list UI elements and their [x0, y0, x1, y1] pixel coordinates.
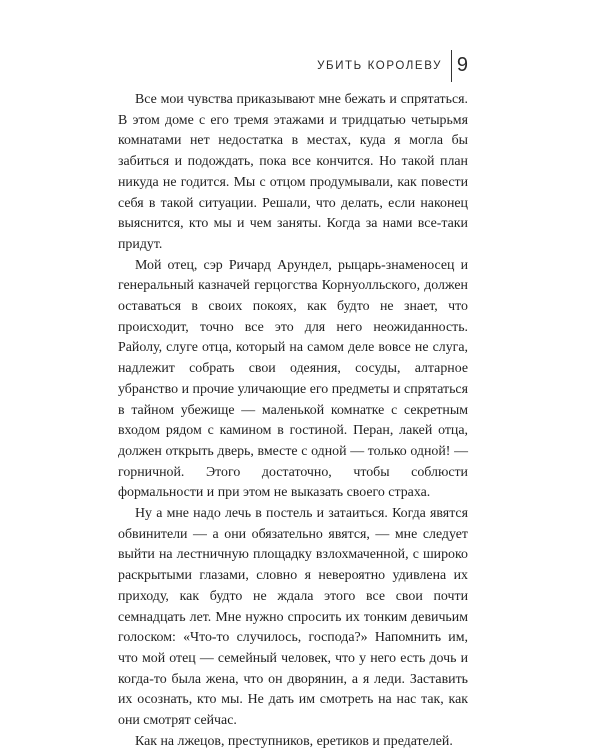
paragraph-4: Как на лжецов, преступников, еретиков и предателей.: [135, 733, 453, 749]
paragraph-3: Ну а мне надо лечь в постель и затаиться. Когда явятся обвинители — а они обязательно явятся, — мне следует выйти на лестничную площадку взлохмаченной, с широко раскрытыми глазами, словно я невероятно удивлена их приходу, как будто не ждала этого все свои почти семнадцать лет. Мне нужно спросить их тонким девичьим голоском: «Что-то случилось, господа?» Напомнить им, что мой отец — семейный человек, что у него есть дочь и когда-то была жена, что он дворянин, а я леди. Заставить их осознать, кто мы. Не дать им смотреть на нас так, как они смотрят сейчас.: [118, 506, 468, 729]
body-text: [118, 90, 468, 753]
header-divider: [451, 50, 452, 82]
page-number: 9: [456, 54, 468, 76]
running-title: УБИТЬ КОРОЛЕВУ: [317, 60, 442, 72]
paragraph-1: Все мои чувства приказывают мне бежать и спрятаться. В этом доме с его тремя этажами и тридцатью четырьмя комнатами нет недостатка в местах, куда я могла бы забиться и подождать, пока все кончится. Но такой план никуда не годится. Мы с отцом продумывали, как повести себя в такой ситуации. Решали, что делать, если наконец выяснится, кто мы и чем заняты. Когда за нами все-таки придут.: [118, 92, 468, 252]
paragraph-2: Мой отец, сэр Ричард Арундел, рыцарь-знаменосец и генеральный казначей герцогства Корнуолльского, должен оставаться в своих покоях, как будто не знает, что происходит, точно все это для него неожиданность. Райолу, слуге отца, который на самом деле вовсе не слуга, надлежит собрать свои одеяния, сосуды, алтарное убранство и прочие уличающие его предметы и спрятаться в тайном убежище — маленькой комнатке с секретным входом рядом с камином в гостиной. Перан, лакей отца, должен открыть дверь, вместе с одной — только одной! — горничной. Этого достаточно, чтобы соблюсти формальности и при этом не выказать своего страха.: [118, 257, 468, 501]
running-head: [250, 50, 490, 78]
